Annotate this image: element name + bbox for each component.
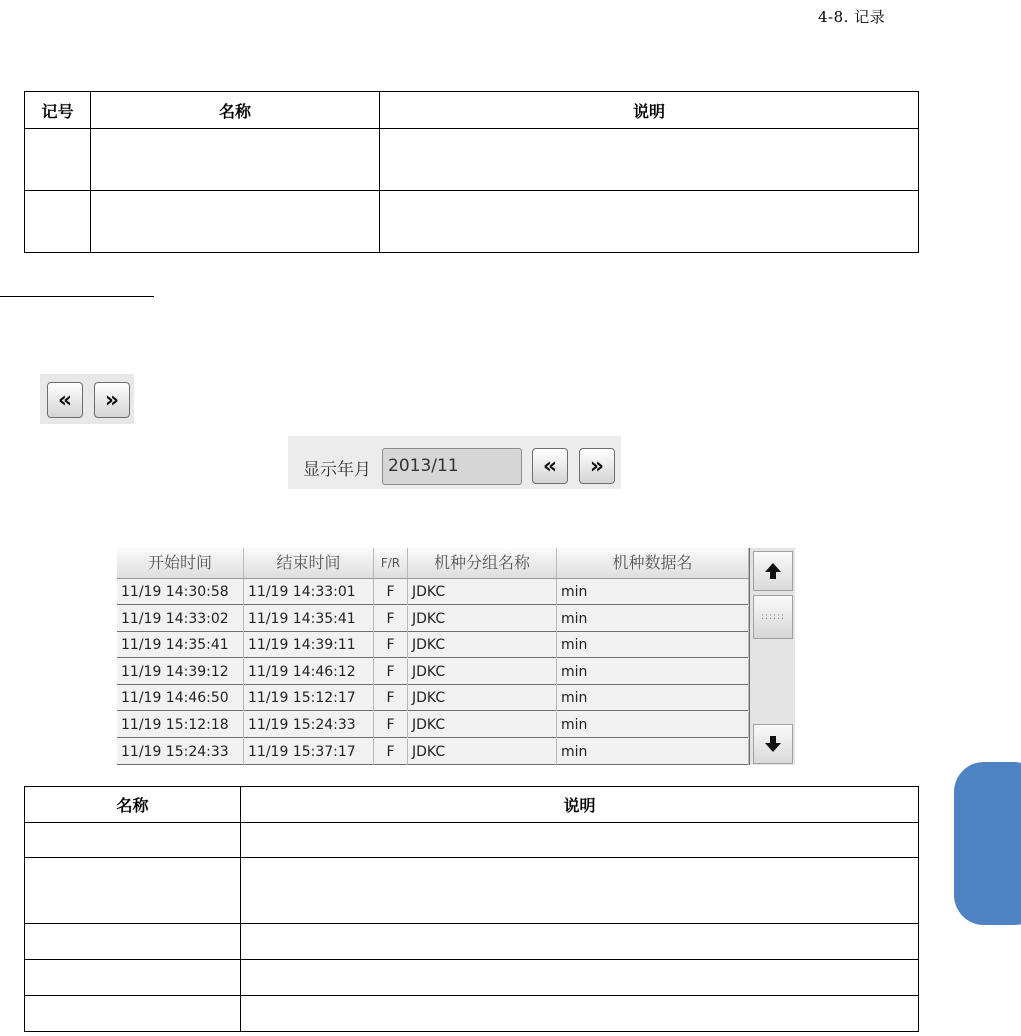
chapter-tab <box>954 762 1021 925</box>
arrow-down-icon <box>764 735 782 753</box>
log-row[interactable] <box>117 659 749 685</box>
scroll-down-button[interactable] <box>753 724 793 764</box>
table-cell <box>241 960 919 996</box>
log-cell: JDKC <box>408 606 557 632</box>
log-cell: JDKC <box>408 579 557 605</box>
column-header-data-name[interactable]: 机种数据名 <box>557 548 749 578</box>
column-header: 说明 <box>380 92 919 129</box>
double-chevron-right-icon: » <box>104 387 120 413</box>
table-row <box>25 924 919 960</box>
log-cell: JDKC <box>408 632 557 658</box>
year-month-field[interactable]: 2013/11 <box>382 448 522 485</box>
scroll-thumb[interactable]: :::::: <box>753 595 793 639</box>
log-header <box>117 548 749 579</box>
log-cell: JDKC <box>408 685 557 711</box>
log-cell: min <box>557 606 749 632</box>
table-cell <box>241 996 919 1032</box>
column-header-group-name[interactable]: 机种分组名称 <box>408 548 557 578</box>
log-cell: F <box>374 659 408 685</box>
log-list <box>117 548 795 765</box>
log-cell: min <box>557 712 749 738</box>
table-row <box>25 960 919 996</box>
log-cell: 11/19 14:46:50 <box>117 685 244 711</box>
divider <box>0 296 154 297</box>
column-header: 名称 <box>25 787 241 823</box>
log-cell: F <box>374 739 408 765</box>
log-row[interactable] <box>117 606 749 632</box>
log-cell: 11/19 14:35:41 <box>117 632 244 658</box>
scrollbar[interactable] <box>749 548 795 765</box>
table-cell <box>25 960 241 996</box>
section-header: 4-8. 记录 <box>818 8 886 26</box>
log-cell: JDKC <box>408 659 557 685</box>
column-header-start-time[interactable]: 开始时间 <box>117 548 244 578</box>
table-row <box>25 823 919 858</box>
log-cell: 11/19 14:33:02 <box>117 606 244 632</box>
prev-page-button[interactable] <box>47 382 83 418</box>
column-header: 说明 <box>241 787 919 823</box>
scroll-up-button[interactable] <box>753 551 793 591</box>
table-cell <box>91 191 380 253</box>
table-header-row <box>25 92 919 129</box>
log-cell: 11/19 14:39:11 <box>244 632 374 658</box>
double-chevron-left-icon: « <box>57 387 73 413</box>
next-page-button[interactable] <box>94 382 130 418</box>
log-cell: min <box>557 579 749 605</box>
table-row <box>25 129 919 191</box>
column-header-fr[interactable]: F/R <box>374 548 408 578</box>
log-cell: 11/19 15:24:33 <box>244 712 374 738</box>
table-cell <box>241 924 919 960</box>
symbol-table <box>24 91 919 253</box>
double-chevron-right-icon: » <box>589 453 605 479</box>
log-cell: 11/19 14:33:01 <box>244 579 374 605</box>
log-cell: JDKC <box>408 712 557 738</box>
prev-month-button[interactable] <box>532 448 568 484</box>
table-row <box>25 191 919 253</box>
log-cell: 11/19 14:35:41 <box>244 606 374 632</box>
page-nav-group <box>40 374 134 424</box>
table-cell <box>241 823 919 858</box>
table-cell <box>380 129 919 191</box>
column-header: 名称 <box>91 92 380 129</box>
table-cell <box>25 996 241 1032</box>
column-header-end-time[interactable]: 结束时间 <box>244 548 374 578</box>
log-row[interactable] <box>117 685 749 711</box>
table-cell <box>241 858 919 924</box>
description-table <box>24 786 919 1032</box>
table-cell <box>25 129 91 191</box>
log-row[interactable] <box>117 579 749 605</box>
log-cell: 11/19 15:37:17 <box>244 739 374 765</box>
log-cell: 11/19 14:46:12 <box>244 659 374 685</box>
column-header: 记号 <box>25 92 91 129</box>
log-cell: 11/19 15:12:18 <box>117 712 244 738</box>
table-cell <box>91 129 380 191</box>
log-cell: 11/19 14:39:12 <box>117 659 244 685</box>
date-selector <box>288 436 621 489</box>
log-cell: min <box>557 739 749 765</box>
log-row[interactable] <box>117 712 749 738</box>
log-row[interactable] <box>117 632 749 658</box>
log-cell: F <box>374 685 408 711</box>
log-cell: min <box>557 632 749 658</box>
log-cell: 11/19 15:12:17 <box>244 685 374 711</box>
double-chevron-left-icon: « <box>542 453 558 479</box>
table-row <box>25 858 919 924</box>
date-label: 显示年月 <box>303 460 371 480</box>
log-cell: F <box>374 606 408 632</box>
table-cell <box>380 191 919 253</box>
log-row[interactable] <box>117 739 749 765</box>
log-cell: F <box>374 632 408 658</box>
table-row <box>25 996 919 1032</box>
log-cell: F <box>374 712 408 738</box>
table-header-row <box>25 787 919 823</box>
log-cell: min <box>557 659 749 685</box>
table-cell <box>25 858 241 924</box>
log-cell: 11/19 14:30:58 <box>117 579 244 605</box>
log-cell: F <box>374 579 408 605</box>
arrow-up-icon <box>764 562 782 580</box>
log-cell: JDKC <box>408 739 557 765</box>
table-cell <box>25 823 241 858</box>
next-month-button[interactable] <box>579 448 615 484</box>
log-cell: min <box>557 685 749 711</box>
table-cell <box>25 924 241 960</box>
log-cell: 11/19 15:24:33 <box>117 739 244 765</box>
table-cell <box>25 191 91 253</box>
